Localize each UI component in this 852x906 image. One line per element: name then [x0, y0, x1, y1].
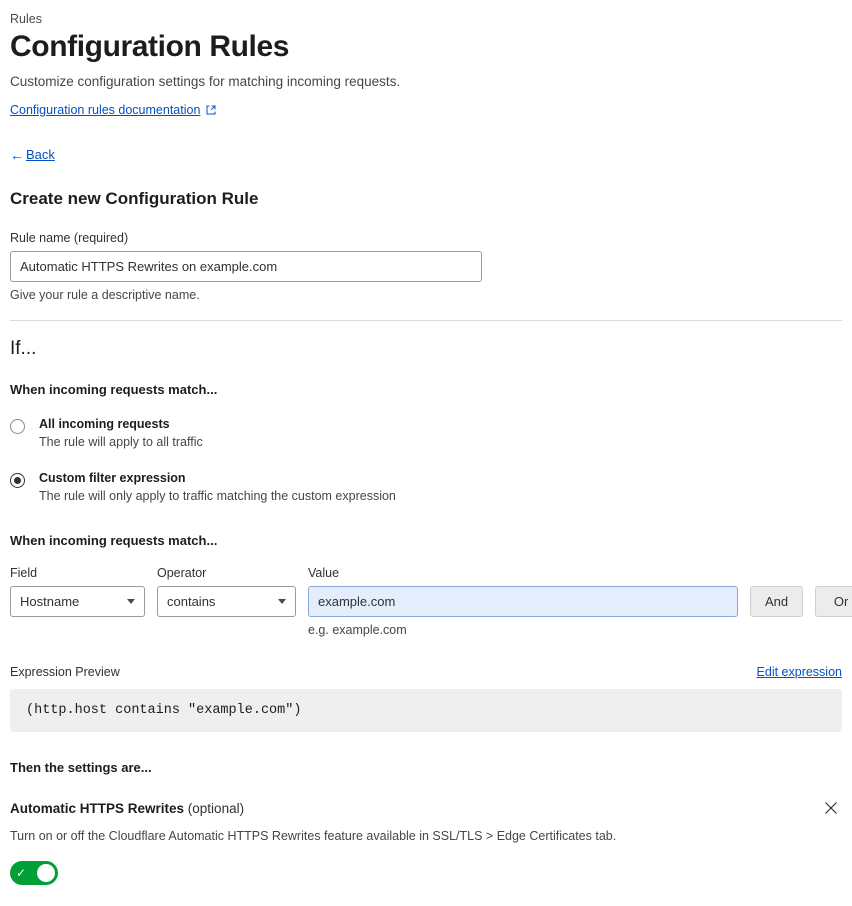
field-label: Field [10, 565, 38, 580]
if-section-title: If... [10, 337, 37, 359]
field-select[interactable] [10, 586, 145, 617]
external-link-icon [206, 105, 216, 115]
value-label: Value [308, 565, 340, 580]
documentation-link-label: Configuration rules documentation [10, 103, 201, 117]
setting-optional-tag: (optional) [187, 800, 245, 816]
edit-expression-link[interactable]: Edit expression [756, 664, 842, 679]
radio-custom-filter-desc: The rule will only apply to traffic matching the custom expression [39, 488, 396, 503]
radio-custom-filter-expression[interactable] [10, 471, 842, 503]
expression-preview-label: Expression Preview [10, 664, 120, 679]
radio-all-requests-texts [39, 417, 203, 449]
radio-icon-custom-filter[interactable] [10, 473, 25, 488]
expression-builder-label: When incoming requests match... [10, 532, 218, 548]
radio-all-incoming-requests[interactable] [10, 417, 842, 449]
back-link[interactable] [10, 147, 55, 162]
value-column [308, 566, 738, 637]
create-rule-heading: Create new Configuration Rule [10, 188, 259, 208]
expression-preview-header [10, 665, 842, 679]
rule-name-label: Rule name (required) [10, 230, 129, 245]
value-help: e.g. example.com [308, 622, 407, 637]
setting-block-automatic-https-rewrites [10, 801, 842, 885]
check-icon: ✓ [16, 865, 27, 880]
documentation-link[interactable] [10, 103, 216, 117]
or-spacer [815, 566, 852, 580]
radio-custom-filter-title: Custom filter expression [39, 470, 186, 485]
field-select-value: Hostname [20, 593, 80, 609]
or-column [815, 566, 852, 617]
then-section-title: Then the settings are... [10, 759, 152, 775]
radio-all-requests-title: All incoming requests [39, 416, 170, 431]
setting-description: Turn on or off the Cloudflare Automatic HTTPS Rewrites feature available in SSL/TLS > Edge Certificates tab. [10, 828, 617, 843]
or-button[interactable]: Or [815, 586, 852, 617]
page-subtitle: Customize configuration settings for matching incoming requests. [10, 74, 401, 89]
radio-icon-all-requests[interactable] [10, 419, 25, 434]
match-mode-label: When incoming requests match... [10, 381, 218, 397]
expression-builder-row [10, 565, 849, 637]
section-divider [10, 320, 842, 321]
field-column [10, 566, 145, 617]
automatic-https-rewrites-toggle[interactable] [10, 861, 58, 885]
setting-name: Automatic HTTPS Rewrites [10, 800, 185, 816]
and-column [750, 566, 803, 617]
operator-label: Operator [157, 565, 207, 580]
operator-column [157, 566, 296, 617]
setting-heading [10, 801, 842, 816]
page-title: Configuration Rules [10, 30, 290, 63]
rule-name-input[interactable] [10, 251, 482, 282]
and-spacer [750, 566, 803, 580]
back-row [10, 147, 842, 163]
and-button[interactable]: And [750, 586, 803, 617]
radio-all-requests-desc: The rule will apply to all traffic [39, 434, 203, 449]
chevron-down-icon [127, 599, 135, 604]
toggle-knob [37, 864, 55, 882]
back-arrow-icon: ← [10, 146, 24, 163]
chevron-down-icon [278, 599, 286, 604]
operator-select-value: contains [167, 593, 216, 609]
rule-name-help: Give your rule a descriptive name. [10, 287, 200, 302]
back-link-label: Back [26, 147, 55, 162]
value-input[interactable] [308, 586, 738, 617]
breadcrumb: Rules [10, 12, 42, 26]
radio-custom-filter-texts [39, 471, 396, 503]
expression-preview-box: (http.host contains "example.com") [10, 689, 842, 732]
close-icon[interactable] [822, 799, 840, 817]
operator-select[interactable] [157, 586, 296, 617]
rule-name-group [10, 231, 842, 302]
